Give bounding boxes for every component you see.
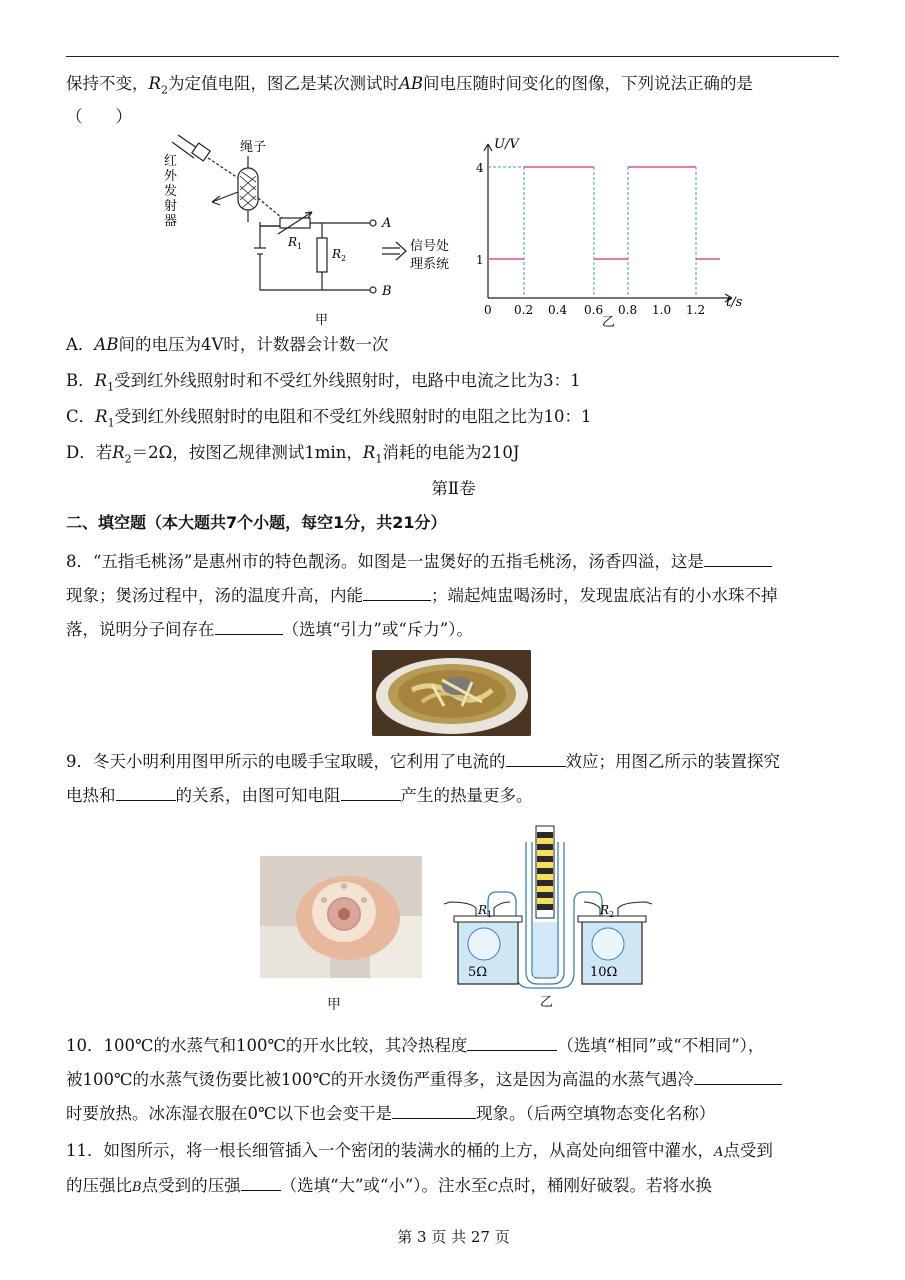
q9-line2: 电热和 的关系，由图可知电阻 产生的热量更多。 [66,786,533,805]
option-d: D．若$R_2=2\Omega$，按图乙规律测试1min，$R_1$消耗的电能为210J [66,443,520,466]
section-title: 第Ⅱ卷 [431,479,476,498]
joule-heat-apparatus [440,822,655,1012]
svg-text:射: 射 [164,199,178,214]
svg-text:0.8: 0.8 [618,303,638,317]
svg-text:红: 红 [164,154,178,169]
option-c: C．$R_1$受到红外线照射时的电阻和不受红外线照射时的电阻之比为10：1 [66,407,592,430]
q9-blank-3[interactable] [341,784,401,801]
q8-line1: 8．“五指毛桃汤”是惠州市的特色靓汤。如图是一盅煲好的五指毛桃汤，汤香四溢，这是 [66,550,841,573]
emitter-label [164,154,178,229]
svg-text:1.2: 1.2 [686,303,706,317]
figure-yi-caption: 乙 [602,315,616,330]
svg-text:器: 器 [164,214,178,229]
q10-blank-2[interactable] [694,1068,782,1085]
q8-line3: 落，说明分子间存在 （选填“引力”或“斥力”）。 [66,620,473,639]
q11-line2: 的压强比B点受到的压强 （选填“大”或“小”）。注水至C点时，桶刚好破裂。若将水换 [66,1176,713,1195]
q9-blank-2[interactable] [116,784,176,801]
x-axis-label: t/s [726,295,743,310]
svg-text:0.2: 0.2 [514,303,534,317]
q10-blank-3[interactable] [392,1102,476,1119]
q9-line1: 9．冬天小明利用图甲所示的电暖手宝取暖，它利用了电流的 效应；用图乙所示的装置探究 [66,752,780,771]
part2-heading: 二、填空题（本大题共7个小题，每空1分，共21分） [66,513,447,532]
svg-text:1.0: 1.0 [652,303,672,317]
figure-yi-graph [470,130,760,330]
hand-warmer-caption: 甲 [327,997,341,1013]
q10-line2: 被100℃的水蒸气烫伤要比被100℃的开水烫伤严重得多，这是因为高温的水蒸气遇冷 [66,1068,841,1091]
terminal-a: A [382,216,392,231]
x-ticks [484,303,705,317]
q7-answer-bracket: （ ） [66,107,132,126]
q9-blank-1[interactable] [506,750,566,767]
svg-text:0.6: 0.6 [584,303,604,317]
svg-text:外: 外 [164,169,178,184]
terminal-b: B [382,284,392,299]
figure-jia-caption: 甲 [315,313,329,328]
q8-blank-3[interactable] [215,618,283,635]
apparatus-r1: $R_1$ [478,903,493,919]
signal-label-1: 信号处 [410,239,450,254]
resistance-left: 5Ω [468,965,488,980]
resistance-right: 10Ω [590,965,618,980]
ytick-1: 1 [476,253,484,267]
apparatus-r2: $R_2$ [600,903,615,919]
q10-blank-1[interactable] [467,1034,557,1051]
page-footer: 第 3 页 共 27 页 [397,1228,510,1246]
signal-label-2: 理系统 [410,257,450,272]
q8-line2: 现象；煲汤过程中，汤的温度升高，内能 ；端起炖盅喝汤时，发现盅底沾有的小水珠不掉 [66,586,778,605]
q11-blank-1[interactable] [241,1174,281,1191]
q10-line3: 时要放热。冰冻湿衣服在0℃以下也会变干是 现象。（后两空填物态变化名称） [66,1104,716,1123]
r2-label: $R_2$ [332,247,347,263]
q10-line1: 10．100℃的水蒸气和100℃的开水比较，其冷热程度 （选填“相同”或“不相同”）， [66,1036,765,1055]
q8-blank-1[interactable] [704,550,772,567]
hand-warmer-photo [260,856,422,978]
svg-text:发: 发 [164,184,178,199]
r1-label: $R_1$ [288,235,303,251]
y-axis-label: U/V [494,137,519,152]
q8-blank-2[interactable] [363,584,431,601]
figure-jia-circuit [160,130,470,330]
rope-label: 绳子 [240,140,267,155]
svg-text:0.4: 0.4 [548,303,568,317]
soup-photo [372,650,531,736]
ytick-4: 4 [476,161,484,175]
q7-intro-line1: 保持不变，$R_2$为定值电阻，图乙是某次测试时AB间电压随时间变化的图像，下列说法正确的是 [66,74,753,97]
q11-line1: 11．如图所示，将一根长细管插入一个密闭的装满水的桶的上方，从高处向细管中灌水，A点受到 [66,1141,773,1160]
option-b: B．$R_1$受到红外线照射时和不受红外线照射时，电路中电流之比为3：1 [66,371,581,394]
apparatus-caption: 乙 [540,995,554,1010]
voltage-trace [488,167,720,259]
svg-text:0: 0 [484,303,492,317]
header-rule [66,56,839,57]
option-a: A．AB间的电压为4V时，计数器会计数一次 [66,335,389,354]
